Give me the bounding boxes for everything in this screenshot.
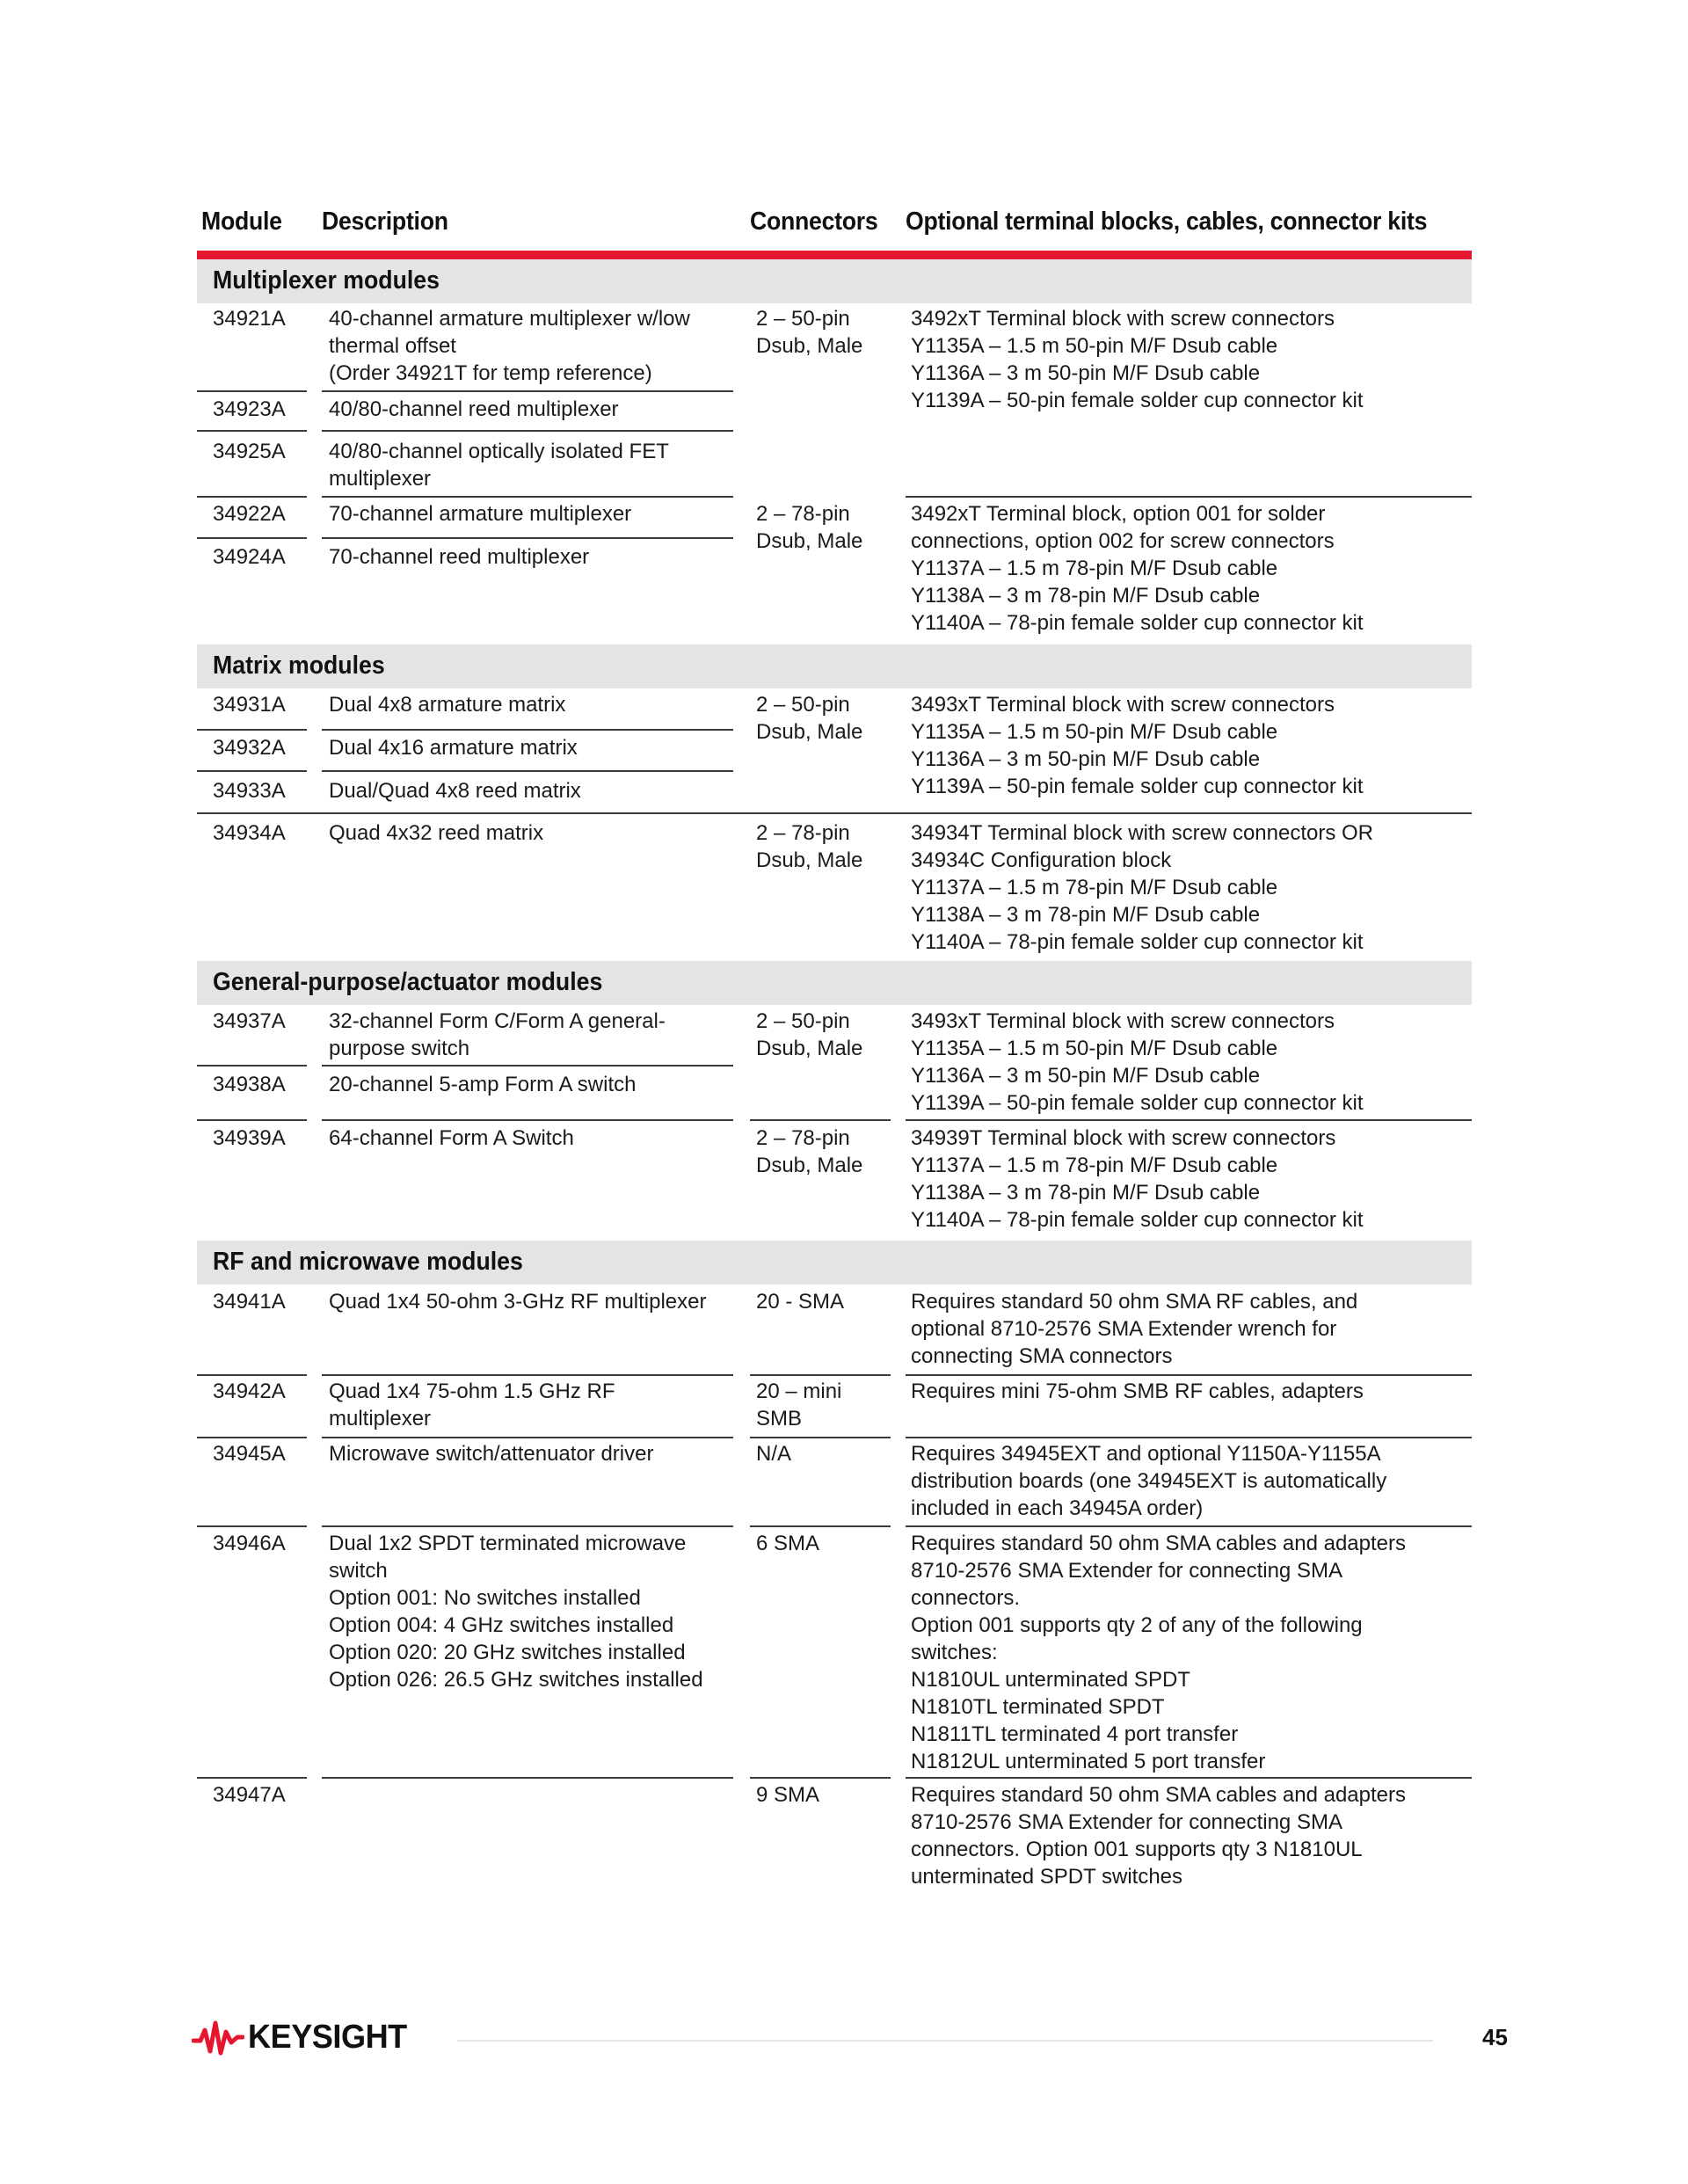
optional-accessories: Requires standard 50 ohm SMA cables and adapters 8710-2576 SMA Extender for connecting SMA connectors. Option 001 supports qty 2 of any of the following switches: N1810UL unterminated SPDT N1810TL terminated SPDT N1811TL terminated 4 port transfer N1812UL unterminated 5 port transfer: [911, 1532, 1407, 1773]
module-description: Quad 1x4 75-ohm 1.5 GHz RF multiplexer: [329, 1380, 615, 1431]
row-divider: [197, 770, 307, 772]
row-divider: [906, 1437, 1472, 1438]
connector-spec: 9 SMA: [756, 1783, 820, 1807]
row-divider: [750, 1437, 891, 1438]
row-divider: [322, 537, 733, 539]
row-divider: [322, 729, 733, 731]
module-number: 34924A: [213, 545, 286, 569]
optional-accessories: 3493xT Terminal block with screw connectors Y1135A – 1.5 m 50-pin M/F Dsub cable Y1136A – 3 m 50-pin M/F Dsub cable Y1139A – 50-pin female solder cup connector kit: [911, 1009, 1364, 1115]
optional-accessories: 3493xT Terminal block with screw connectors Y1135A – 1.5 m 50-pin M/F Dsub cable Y1136A – 3 m 50-pin M/F Dsub cable Y1139A – 50-pin female solder cup connector kit: [911, 693, 1364, 798]
row-divider: [197, 1437, 307, 1438]
row-divider: [322, 1777, 733, 1779]
connector-spec: 2 – 50-pin Dsub, Male: [756, 307, 863, 358]
row-divider: [197, 430, 307, 432]
row-divider: [322, 1119, 733, 1121]
row-divider: [322, 1437, 733, 1438]
optional-accessories: 34934T Terminal block with screw connectors OR 34934C Configuration block Y1137A – 1.5 m 78-pin M/F Dsub cable Y1138A – 3 m 78-pin M/F Dsub cable Y1140A – 78-pin female solder cup connector kit: [911, 821, 1374, 954]
connector-spec: N/A: [756, 1442, 792, 1466]
module-number: 34947A: [213, 1783, 286, 1807]
connector-spec: 2 – 78-pin Dsub, Male: [756, 1126, 863, 1177]
module-description: Dual 4x8 armature matrix: [329, 693, 566, 717]
module-number: 34939A: [213, 1126, 286, 1150]
row-divider: [750, 1374, 891, 1376]
module-number: 34933A: [213, 779, 286, 803]
module-description: Quad 4x32 reed matrix: [329, 821, 544, 845]
module-number: 34932A: [213, 736, 286, 760]
row-divider: [322, 1525, 733, 1527]
row-divider: [197, 496, 307, 498]
row-divider: [750, 1777, 891, 1779]
optional-accessories: 3492xT Terminal block, option 001 for solder connections, option 002 for screw connectors Y1137A – 1.5 m 78-pin M/F Dsub cable Y1138A – 3 m 78-pin M/F Dsub cable Y1140A – 78-pin female solder cup connector kit: [911, 502, 1364, 635]
module-description: Microwave switch/attenuator driver: [329, 1442, 654, 1466]
module-number: 34922A: [213, 502, 286, 526]
row-divider: [197, 1119, 307, 1121]
row-divider: [197, 537, 307, 539]
row-divider: [197, 1777, 307, 1779]
row-divider: [906, 1374, 1472, 1376]
module-number: 34931A: [213, 693, 286, 717]
row-divider: [906, 1119, 1472, 1121]
connector-spec: 20 – mini SMB: [756, 1380, 842, 1431]
connector-spec: 6 SMA: [756, 1532, 820, 1555]
row-divider: [197, 812, 1472, 814]
optional-accessories: Requires standard 50 ohm SMA RF cables, and optional 8710-2576 SMA Extender wrench for connecting SMA connectors: [911, 1290, 1358, 1368]
module-description: 70-channel reed multiplexer: [329, 545, 590, 569]
optional-accessories: Requires mini 75-ohm SMB RF cables, adapters: [911, 1380, 1364, 1403]
keysight-wave-icon: [192, 2016, 244, 2060]
row-divider: [322, 1065, 733, 1067]
page-number: 45: [1482, 2024, 1508, 2050]
module-number: 34934A: [213, 821, 286, 845]
module-number: 34942A: [213, 1380, 286, 1403]
module-number: 34941A: [213, 1290, 286, 1314]
row-divider: [322, 496, 733, 498]
optional-accessories: Requires standard 50 ohm SMA cables and adapters 8710-2576 SMA Extender for connecting SMA connectors. Option 001 supports qty 3 N1810UL unterminated SPDT switches: [911, 1783, 1407, 1889]
module-number: 34946A: [213, 1532, 286, 1555]
footer-divider: [457, 2040, 1433, 2042]
module-description: Dual 1x2 SPDT terminated microwave switch Option 001: No switches installed Option 004: 4 GHz switches installed Option 020: 20 GHz switches installed Option 026: 26.5 GHz switches installed: [329, 1532, 703, 1692]
row-divider: [322, 1374, 733, 1376]
row-divider: [197, 729, 307, 731]
section-heading: RF and microwave modules: [197, 1241, 1472, 1285]
row-divider: [197, 1374, 307, 1376]
section-heading: Matrix modules: [197, 644, 1472, 688]
row-divider: [322, 430, 733, 432]
row-divider: [197, 1525, 307, 1527]
connector-spec: 2 – 78-pin Dsub, Male: [756, 502, 863, 553]
section-heading: General-purpose/actuator modules: [197, 961, 1472, 1005]
column-header-module: Module: [201, 207, 282, 236]
row-divider: [750, 1119, 891, 1121]
optional-accessories: Requires 34945EXT and optional Y1150A-Y1155A distribution boards (one 34945EXT is automatically included in each 34945A order): [911, 1442, 1387, 1520]
row-divider: [322, 390, 733, 392]
module-number: 34937A: [213, 1009, 286, 1033]
row-divider: [906, 496, 1472, 498]
module-number: 34925A: [213, 440, 286, 463]
connector-spec: 2 – 50-pin Dsub, Male: [756, 1009, 863, 1060]
module-description: 40/80-channel optically isolated FET multiplexer: [329, 440, 669, 491]
module-description: Dual/Quad 4x8 reed matrix: [329, 779, 581, 803]
column-header-optional: Optional terminal blocks, cables, connector kits: [906, 207, 1428, 236]
keysight-logo: KEYSIGHT: [248, 2019, 407, 2056]
optional-accessories: 3492xT Terminal block with screw connectors Y1135A – 1.5 m 50-pin M/F Dsub cable Y1136A – 3 m 50-pin M/F Dsub cable Y1139A – 50-pin female solder cup connector kit: [911, 307, 1364, 412]
row-divider: [750, 1525, 891, 1527]
row-divider: [322, 770, 733, 772]
module-description: 40-channel armature multiplexer w/low thermal offset (Order 34921T for temp reference): [329, 307, 690, 385]
header-accent-bar: [197, 251, 1472, 259]
connector-spec: 20 - SMA: [756, 1290, 845, 1314]
module-number: 34945A: [213, 1442, 286, 1466]
module-number: 34923A: [213, 397, 286, 421]
module-description: 40/80-channel reed multiplexer: [329, 397, 619, 421]
column-header-description: Description: [322, 207, 448, 236]
row-divider: [906, 1777, 1472, 1779]
connector-spec: 2 – 50-pin Dsub, Male: [756, 693, 863, 744]
module-description: 20-channel 5-amp Form A switch: [329, 1073, 637, 1096]
section-heading: Multiplexer modules: [197, 259, 1472, 303]
optional-accessories: 34939T Terminal block with screw connectors Y1137A – 1.5 m 78-pin M/F Dsub cable Y1138A – 3 m 78-pin M/F Dsub cable Y1140A – 78-pin female solder cup connector kit: [911, 1126, 1364, 1232]
module-description: 32-channel Form C/Form A general- purpose switch: [329, 1009, 666, 1060]
row-divider: [197, 1065, 307, 1067]
module-number: 34938A: [213, 1073, 286, 1096]
module-description: 64-channel Form A Switch: [329, 1126, 574, 1150]
module-description: Dual 4x16 armature matrix: [329, 736, 578, 760]
column-header-connectors: Connectors: [750, 207, 878, 236]
module-description: Quad 1x4 50-ohm 3-GHz RF multiplexer: [329, 1290, 707, 1314]
connector-spec: 2 – 78-pin Dsub, Male: [756, 821, 863, 872]
row-divider: [906, 1525, 1472, 1527]
module-number: 34921A: [213, 307, 286, 331]
module-description: 70-channel armature multiplexer: [329, 502, 632, 526]
row-divider: [197, 390, 307, 392]
